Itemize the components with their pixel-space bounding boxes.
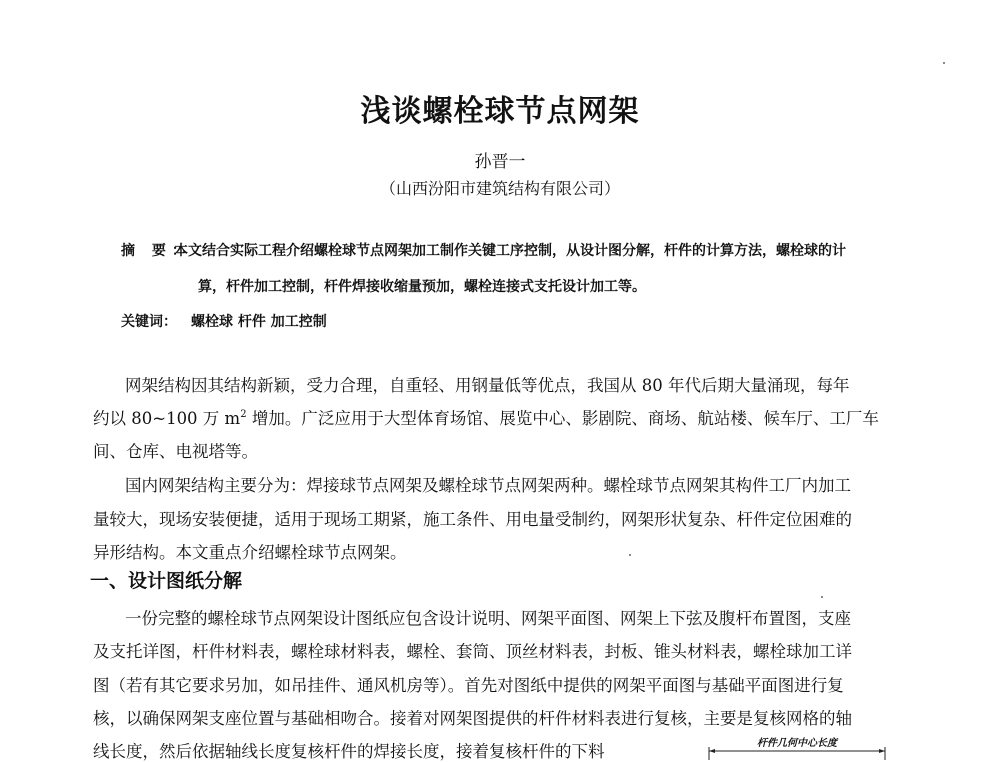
figure-caption: 杆件几何中心长度: [757, 738, 837, 749]
superscript-2: 2: [240, 409, 247, 420]
para1-line-2: [93, 405, 879, 429]
author-name: 孙晋一: [474, 152, 526, 172]
para2-line-2: 量较大，现场安装便捷，适用于现场工期紧，施工条件、用电量受制约，网架形状复杂、杆件定位困难的: [93, 510, 852, 529]
para1-line-2-post: 增加。广泛应用于大型体育场馆、展览中心、影剧院、商场、航站楼、候车厅、工厂车: [246, 409, 879, 428]
keywords-label: 关键词：: [121, 314, 177, 330]
keywords-text: 螺栓球 杆件 加工控制: [191, 314, 327, 330]
para1-line-2-pre: 约以 80~100 万 m: [93, 409, 241, 428]
section1-line-4: 核，以确保网架支座位置与基础相吻合。接着对网架图提供的杆件材料表进行复核，主要是复核网格的轴: [93, 709, 852, 728]
para1-line-1: 网架结构因其结构新颖，受力合理，自重轻、用钢量低等优点，我国从 80 年代后期大量涌现，每年: [125, 376, 850, 395]
dimension-line-icon: [707, 747, 887, 760]
scan-speck: [629, 554, 631, 556]
abstract-line-1: 本文结合实际工程介绍螺栓球节点网架加工制作关键工序控制，从设计图分解，杆件的计算方法，螺栓球的计: [174, 243, 846, 259]
para1-line-3: 间、仓库、电视塔等。: [93, 442, 258, 461]
abstract-label: 摘 要：: [121, 243, 192, 259]
scan-speck: [943, 62, 945, 64]
para2-line-3: 异形结构。本文重点介绍螺栓球节点网架。: [93, 543, 407, 562]
section1-line-3: 图（若有其它要求另加，如吊挂件、通风机房等）。首先对图纸中提供的网架平面图与基础平面图进行复: [93, 676, 844, 695]
author-affiliation: （山西汾阳市建筑结构有限公司）: [379, 179, 620, 198]
section1-line-2: 及支托详图，杆件材料表，螺栓球材料表，螺栓、套筒、顶丝材料表，封板、锥头材料表，螺栓球加工详: [93, 642, 852, 661]
section-heading: 一、设计图纸分解: [90, 570, 243, 592]
abstract-line-2: 算，杆件加工控制，杆件焊接收缩量预加，螺栓连接式支托设计加工等。: [198, 279, 646, 295]
section1-line-1: 一份完整的螺栓球节点网架设计图纸应包含设计说明、网架平面图、网架上下弦及腹杆布置图，支座: [125, 609, 851, 628]
scan-speck: [821, 596, 823, 598]
paper-title: 浅谈螺栓球节点网架: [360, 94, 640, 129]
section1-line-5: 线长度，然后依据轴线长度复核杆件的焊接长度，接着复核杆件的下料: [93, 742, 605, 761]
para2-line-1: 国内网架结构主要分为：焊接球节点网架及螺栓球节点网架两种。螺栓球节点网架其构件工厂内加工: [125, 476, 851, 495]
